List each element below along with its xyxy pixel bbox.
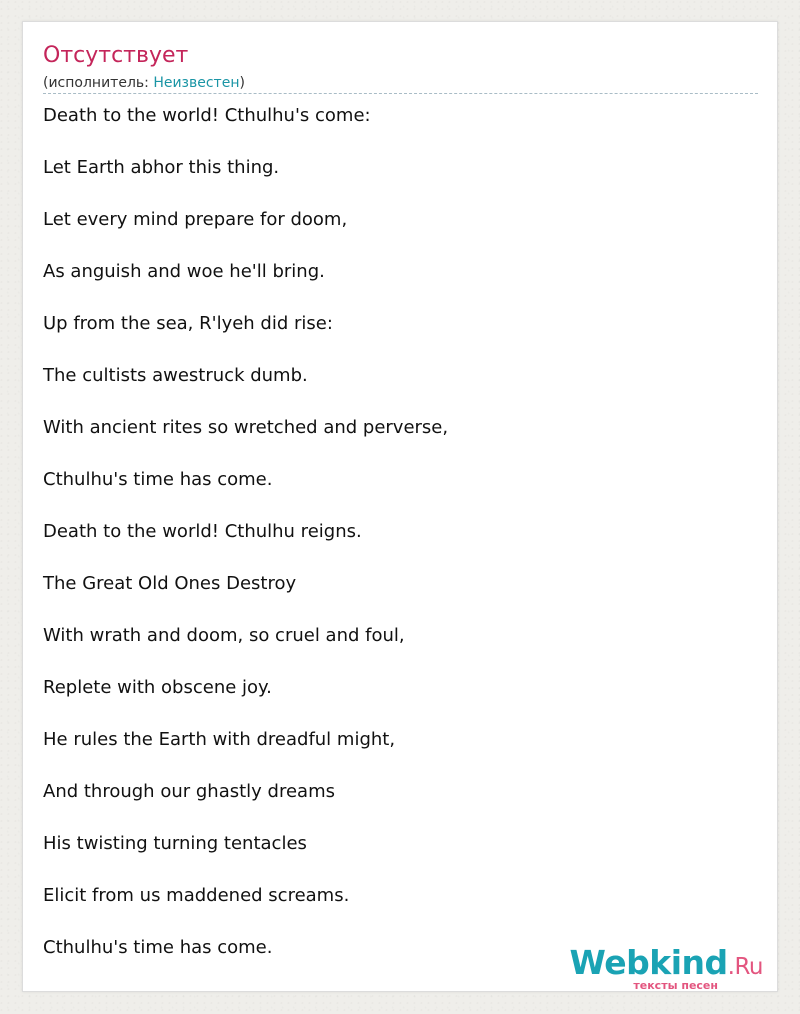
webkind-watermark <box>563 945 763 991</box>
performer-link[interactable]: Неизвестен <box>153 75 240 91</box>
lyrics-card <box>22 21 778 992</box>
lyric-line: Elicit from us maddened screams. <box>43 885 350 906</box>
lyrics-list <box>43 105 743 992</box>
song-title: Отсутствует <box>43 43 189 68</box>
watermark-brand-tld: .Ru <box>727 954 763 980</box>
performer-suffix: ) <box>239 75 245 91</box>
lyric-line: The cultists awestruck dumb. <box>43 365 308 386</box>
lyric-line: Let every mind prepare for doom, <box>43 209 348 230</box>
lyric-line: The Great Old Ones Destroy <box>43 573 297 594</box>
watermark-brand-main: Webkind <box>569 943 728 982</box>
lyric-line: With ancient rites so wretched and perverse, <box>43 417 449 438</box>
lyric-line: And through our ghastly dreams <box>43 781 335 802</box>
dashed-divider <box>43 93 758 94</box>
lyric-line: His twisting turning tentacles <box>43 833 307 854</box>
lyric-line: Cthulhu's time has come. <box>43 937 273 958</box>
performer-prefix: (исполнитель: <box>43 75 154 91</box>
lyric-line: Replete with obscene joy. <box>43 677 272 698</box>
watermark-tagline: тексты песен <box>633 979 718 992</box>
lyric-line: With wrath and doom, so cruel and foul, <box>43 625 405 646</box>
performer-line <box>43 73 245 93</box>
lyric-line: As anguish and woe he'll bring. <box>43 261 325 282</box>
lyric-line: Up from the sea, R'lyeh did rise: <box>43 313 333 334</box>
lyric-line: Cthulhu's time has come. <box>43 469 273 490</box>
lyric-line: He rules the Earth with dreadful might, <box>43 729 396 750</box>
lyric-line: Death to the world! Cthulhu's come: <box>43 105 371 126</box>
lyric-line: Let Earth abhor this thing. <box>43 157 280 178</box>
lyric-line: Death to the world! Cthulhu reigns. <box>43 521 362 542</box>
